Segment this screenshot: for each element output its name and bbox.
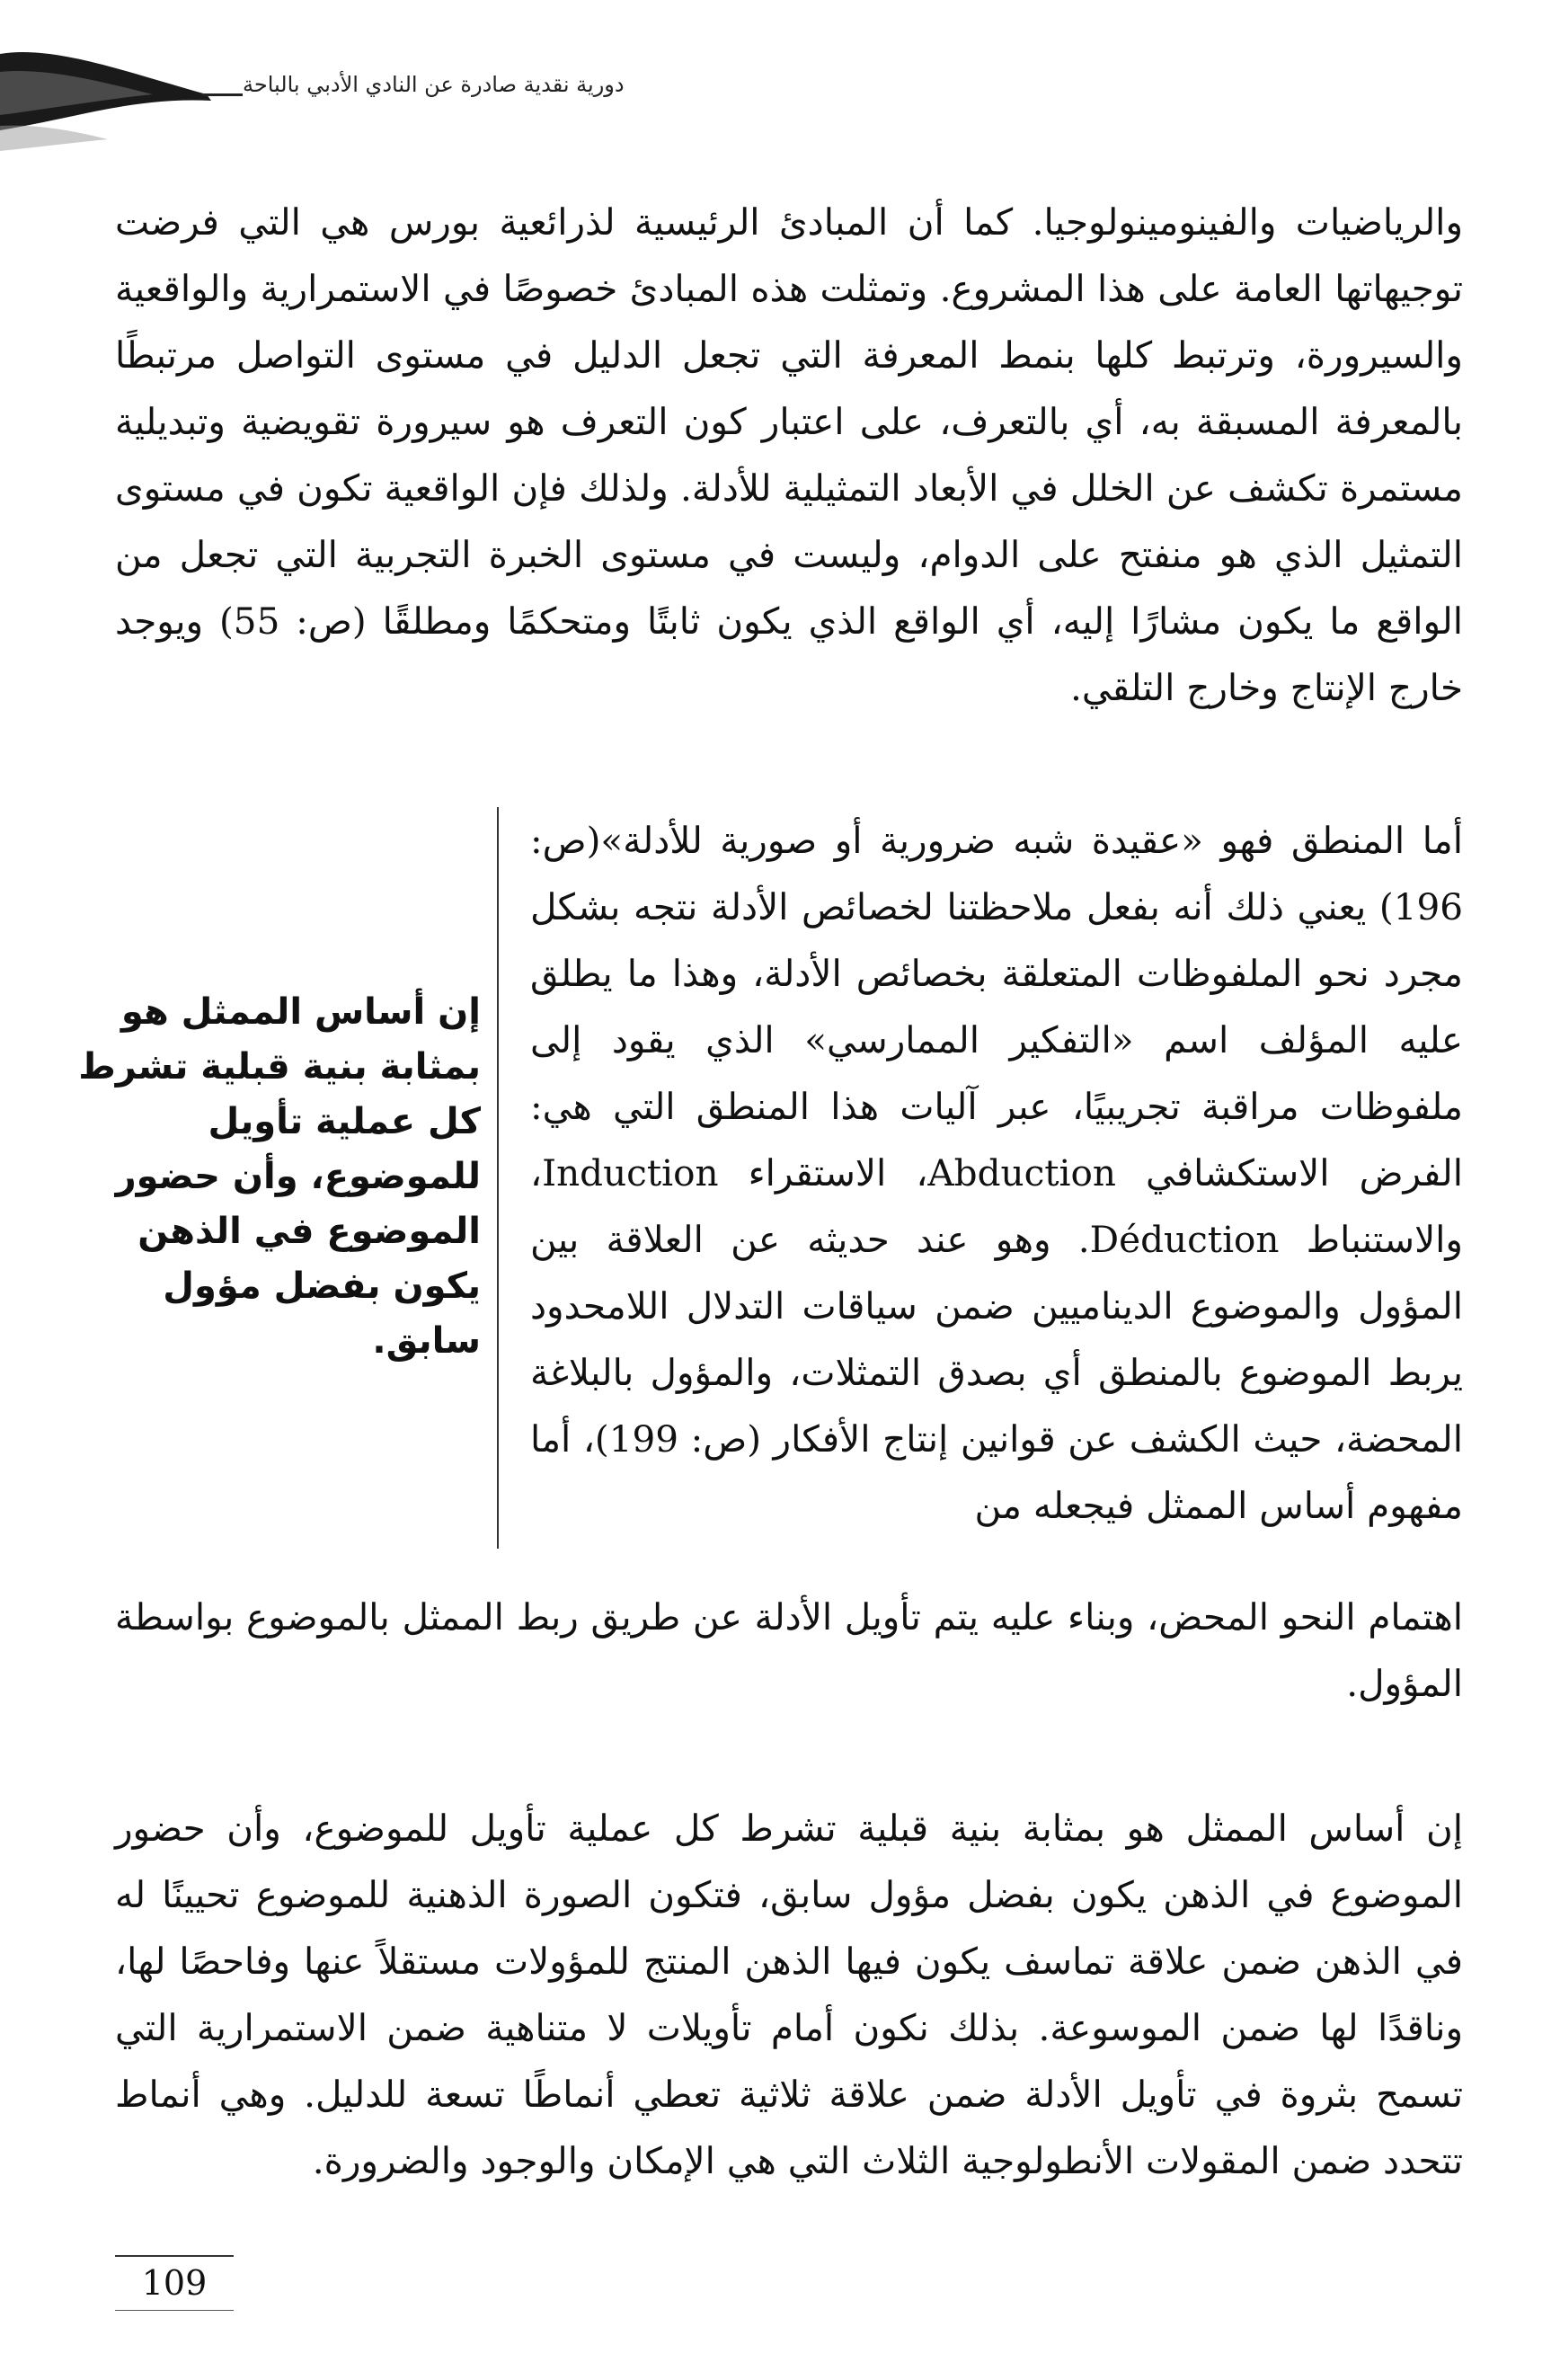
header-brush-ornament (0, 18, 225, 153)
body-paragraph-3: إن أساس الممثل هو بمثابة بنية قبلية تشرط كل عملية تأويل للموضوع، وأن حضور الموضوع في الذهن يكون بفضل مؤول سابق، فتكون الصورة الذهنية للموضوع تحيينًا له في الذهن ضمن علاقة تماسف يكون فيها الذهن المنتج للمؤولات مستقلاً عنها وفاحصًا لها، وناقدًا لها ضمن الموسوعة. بذلك نكون أمام تأويلات لا متناهية ضمن الاستمرارية التي تسمح بثروة في تأويل الأدلة ضمن علاقة ثلاثية تعطي أنماطًا تسعة للدليل. وهي أنماط تتحدد ضمن المقولات الأنطولوجية الثلاث التي هي الإمكان والوجود والضرورة. (115, 1807, 1463, 2182)
body-paragraph-2-top: أما المنطق فهو «عقيدة شبه ضرورية أو صورية للأدلة»(ص: 196) يعني ذلك أنه بفعل ملاحظتنا لخصائص الأدلة نتجه بشكل مجرد نحو الملفوظات المتعلقة بخصائص الأدلة، وهذا ما يطلق عليه المؤلف اسم «التفكير الممارسي» الذي يقود إلى ملفوظات مراقبة تجريبيًا، عبر آليات هذا المنطق التي هي: الفرض الاستكشافي Abduction، الاستقراء Induction، والاستنباط Déduction. وهو عند حديثه عن العلاقة بين المؤول والموضوع الديناميين ضمن سياقات التدلال اللامحدود يربط الموضوع بالمنطق أي بصدق التمثلات، والمؤول بالبلاغة المحضة، حيث الكشف عن قوانين إنتاج الأفكار (ص: 199)، أما مفهوم أساس الممثل فيجعله من (530, 819, 1463, 1527)
page-number-rule-bottom (115, 2310, 234, 2311)
body-paragraph-1: والرياضيات والفينومينولوجيا. كما أن المبادئ الرئيسية لذرائعية بورس هي التي فرضت توجيهاتها العامة على هذا المشروع. وتمثلت هذه المبادئ خصوصًا في الاستمرارية والواقعية والسيرورة، وترتبط كلها بنمط المعرفة التي تجعل الدليل في مستوى التواصل مرتبطًا بالمعرفة المسبقة به، أي بالتعرف، على اعتبار كون التعرف هو سيرورة تقويضية وتبديلية مستمرة تكشف عن الخلل في الأبعاد التمثيلية للأدلة. ولذلك فإن الواقعية تكون في مستوى التمثيل الذي هو منفتح على الدوام، وليست في مستوى الخبرة التجربية التي تجعل من الواقع ما يكون مشارًا إليه، أي الواقع الذي يكون ثابتًا ومتحكمًا ومطلقًا (ص: 55) ويوجد خارج الإنتاج وخارج التلقي. (115, 200, 1463, 709)
page-number: 109 (141, 2263, 208, 2303)
page-number-rule-top (115, 2255, 234, 2257)
pullquote-divider (497, 807, 499, 1549)
journal-title: دورية نقدية صادرة عن النادي الأدبي بالباحة (243, 72, 625, 97)
pullquote: إن أساس الممثل هو بمثابة بنية قبلية تشرط كل عملية تأويل للموضوع، وأن حضور الموضوع في الذهن يكون بفضل مؤول سابق. (78, 991, 481, 1362)
body-paragraph-2-bottom: اهتمام النحو المحض، وبناء عليه يتم تأويل الأدلة عن طريق ربط الممثل بالموضوع بواسطة المؤول. (115, 1595, 1463, 1705)
header-rule (202, 93, 243, 96)
